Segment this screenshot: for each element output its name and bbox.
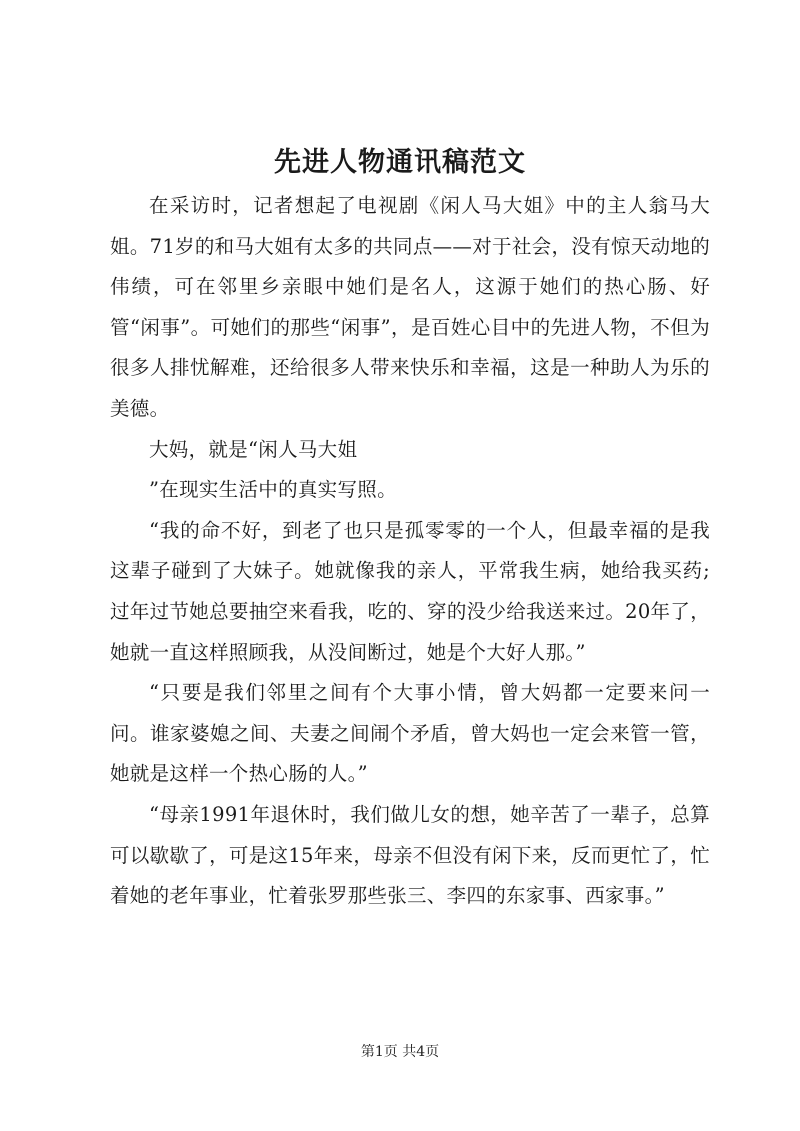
- paragraph-quote-community: “只要是我们邻里之间有个大事小情，曾大妈都一定要来问一问。谁家婆媳之间、夫妻之间闹个矛盾，曾大妈也一定会来管一管，她就是这样一个热心肠的人。”: [110, 681, 710, 786]
- paragraph-quote-neighbor: “我的命不好，到老了也只是孤零零的一个人，但最幸福的是我这辈子碰到了大妹子。她就像我的亲人，平常我生病，她给我买药;过年过节她总要抽空来看我，吃的、穿的没少给我送来过。20年了，她就一直这样照顾我，从没间断过，她是个大好人那。”: [110, 518, 710, 664]
- page-title: 先进人物通讯稿范文: [274, 147, 526, 178]
- paragraph-intro: 在采访时，记者想起了电视剧《闲人马大姐》中的主人翁马大姐。71岁的和马大姐有太多的共同点——对于社会，没有惊天动地的伟绩，可在邻里乡亲眼中她们是名人，这源于她们的热心肠、好管“闲事”。可她们的那些“闲事”，是百姓心目中的先进人物，不但为很多人排忧解难，还给很多人带来快乐和幸福，这是一种助人为乐的美德。: [110, 194, 710, 420]
- page-footer: 第1页 共4页: [360, 1044, 440, 1060]
- article-body: [110, 186, 710, 917]
- paragraph-quote-child: “母亲1991年退休时，我们做儿女的想，她辛苦了一辈子，总算可以歇歇了，可是这15年来，母亲不但没有闲下来，反而更忙了，忙着她的老年事业，忙着张罗那些张三、李四的东家事、西家事。”: [110, 802, 710, 908]
- paragraph-portrayal: ”在现实生活中的真实写照。: [149, 478, 397, 502]
- paragraph-aunt: 大妈，就是“闲人马大姐: [149, 437, 358, 461]
